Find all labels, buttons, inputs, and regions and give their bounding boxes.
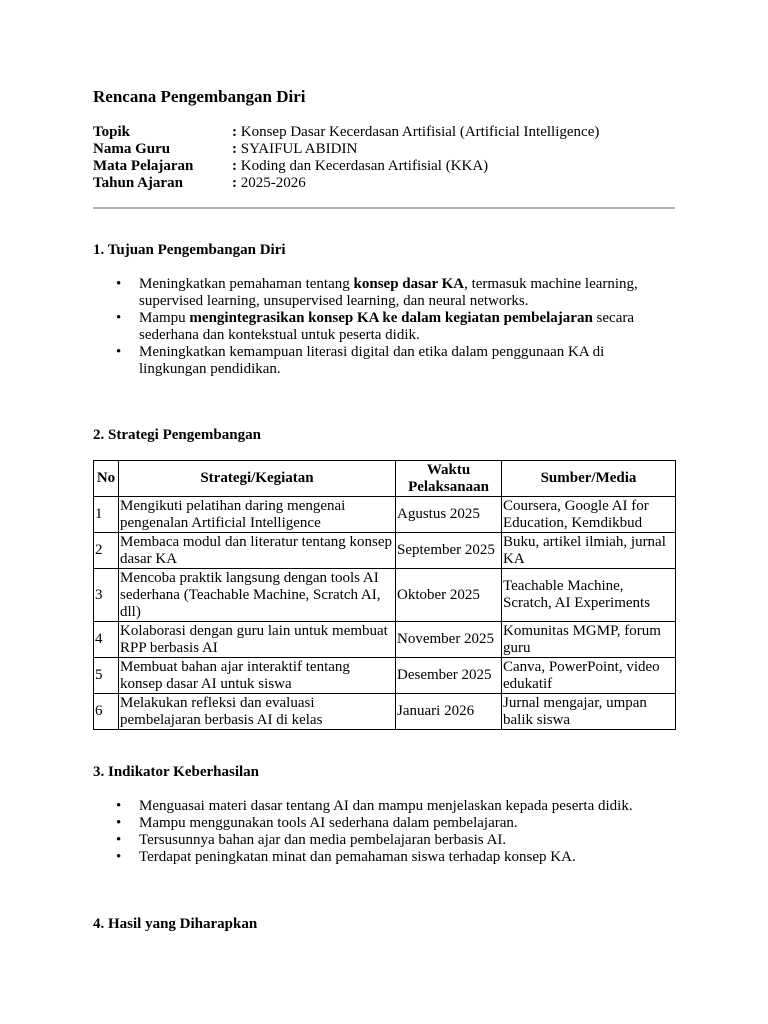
list-item [93, 849, 673, 866]
document-title: Rencana Pengembangan Diri [93, 87, 306, 106]
item-text: Mampu [139, 310, 190, 326]
cell-strategi: Membaca modul dan literatur tentang konsep dasar KA [119, 533, 396, 569]
cell-waktu: Desember 2025 [396, 658, 502, 694]
item-text: Terdapat peningkatan minat dan pemahaman siswa terhadap konsep KA. [139, 849, 576, 865]
item-text: , termasuk machine learning, supervised learning, unsupervised learning, dan neural networks. [139, 276, 638, 309]
meta-value: Konsep Dasar Kecerdasan Artifisial (Artificial Intelligence) [240, 124, 600, 140]
cell-sumber: Jurnal mengajar, umpan balik siswa [502, 694, 676, 730]
section-heading-indikator: 3. Indikator Keberhasilan [93, 764, 260, 780]
list-item [93, 310, 673, 344]
cell-no: 5 [94, 658, 119, 694]
document-meta [93, 124, 693, 192]
cell-waktu: Januari 2026 [396, 694, 502, 730]
column-header-waktu: Waktu Pelaksanaan [396, 461, 502, 497]
cell-sumber: Komunitas MGMP, forum guru [502, 622, 676, 658]
meta-separator: : [232, 124, 237, 140]
table-row [94, 569, 676, 622]
cell-waktu: September 2025 [396, 533, 502, 569]
list-item [93, 798, 673, 815]
column-header-strategi: Strategi/Kegiatan [119, 461, 396, 497]
cell-strategi: Mencoba praktik langsung dengan tools AI sederhana (Teachable Machine, Scratch AI, dll) [119, 569, 396, 622]
section-heading-strategi: 2. Strategi Pengembangan [93, 427, 261, 443]
strategy-table [93, 460, 676, 730]
table-row [94, 658, 676, 694]
meta-label: Nama Guru [93, 141, 171, 157]
cell-waktu: November 2025 [396, 622, 502, 658]
indikator-list [93, 798, 673, 866]
meta-value-wrap [232, 124, 693, 141]
cell-strategi: Membuat bahan ajar interaktif tentang konsep dasar AI untuk siswa [119, 658, 396, 694]
table-row [94, 497, 676, 533]
table-row [94, 622, 676, 658]
meta-separator: : [232, 141, 237, 157]
meta-row-nama-guru [93, 141, 693, 158]
cell-sumber: Buku, artikel ilmiah, jurnal KA [502, 533, 676, 569]
cell-waktu: Oktober 2025 [396, 569, 502, 622]
column-header-no: No [94, 461, 119, 497]
item-text-bold: konsep dasar KA [353, 276, 465, 292]
cell-sumber: Teachable Machine, Scratch, AI Experiments [502, 569, 676, 622]
meta-value: 2025-2026 [240, 175, 306, 191]
meta-value: SYAIFUL ABIDIN [240, 141, 358, 157]
meta-value: Koding dan Kecerdasan Artifisial (KKA) [240, 158, 489, 174]
meta-row-mata-pelajaran [93, 158, 693, 175]
item-text: Menguasai materi dasar tentang AI dan mampu menjelaskan kepada peserta didik. [139, 798, 633, 814]
cell-no: 2 [94, 533, 119, 569]
item-text-bold: mengintegrasikan konsep KA ke dalam kegiatan pembelajaran [189, 310, 593, 326]
item-text: Mampu menggunakan tools AI sederhana dalam pembelajaran. [139, 815, 518, 831]
list-item [93, 344, 673, 378]
cell-no: 4 [94, 622, 119, 658]
meta-row-topik [93, 124, 693, 141]
cell-strategi: Mengikuti pelatihan daring mengenai pengenalan Artificial Intelligence [119, 497, 396, 533]
meta-row-tahun-ajaran [93, 175, 693, 192]
list-item [93, 276, 673, 310]
list-item [93, 832, 673, 849]
table-row [94, 533, 676, 569]
list-item [93, 815, 673, 832]
cell-strategi: Kolaborasi dengan guru lain untuk membuat RPP berbasis AI [119, 622, 396, 658]
cell-no: 3 [94, 569, 119, 622]
meta-value-wrap [232, 141, 693, 158]
horizontal-divider [93, 207, 675, 209]
meta-value-wrap [232, 175, 693, 192]
table-row [94, 694, 676, 730]
cell-waktu: Agustus 2025 [396, 497, 502, 533]
cell-no: 1 [94, 497, 119, 533]
item-text: Meningkatkan kemampuan literasi digital dan etika dalam penggunaan KA di lingkungan pendidikan. [139, 344, 605, 377]
item-text: Meningkatkan pemahaman tentang [139, 276, 354, 292]
meta-value-wrap [232, 158, 693, 175]
meta-separator: : [232, 158, 237, 174]
cell-sumber: Coursera, Google AI for Education, Kemdikbud [502, 497, 676, 533]
meta-separator: : [232, 175, 237, 191]
column-header-sumber: Sumber/Media [502, 461, 676, 497]
tujuan-list [93, 276, 673, 378]
meta-label: Topik [93, 124, 130, 140]
section-heading-hasil: 4. Hasil yang Diharapkan [93, 916, 258, 932]
cell-strategi: Melakukan refleksi dan evaluasi pembelajaran berbasis AI di kelas [119, 694, 396, 730]
cell-sumber: Canva, PowerPoint, video edukatif [502, 658, 676, 694]
meta-label: Tahun Ajaran [93, 175, 183, 191]
table-header-row [94, 461, 676, 497]
section-heading-tujuan: 1. Tujuan Pengembangan Diri [93, 242, 286, 258]
item-text: Tersusunnya bahan ajar dan media pembelajaran berbasis AI. [139, 832, 507, 848]
item-text: secara sederhana dan kontekstual untuk peserta didik. [139, 310, 635, 343]
meta-label: Mata Pelajaran [93, 158, 194, 174]
cell-no: 6 [94, 694, 119, 730]
